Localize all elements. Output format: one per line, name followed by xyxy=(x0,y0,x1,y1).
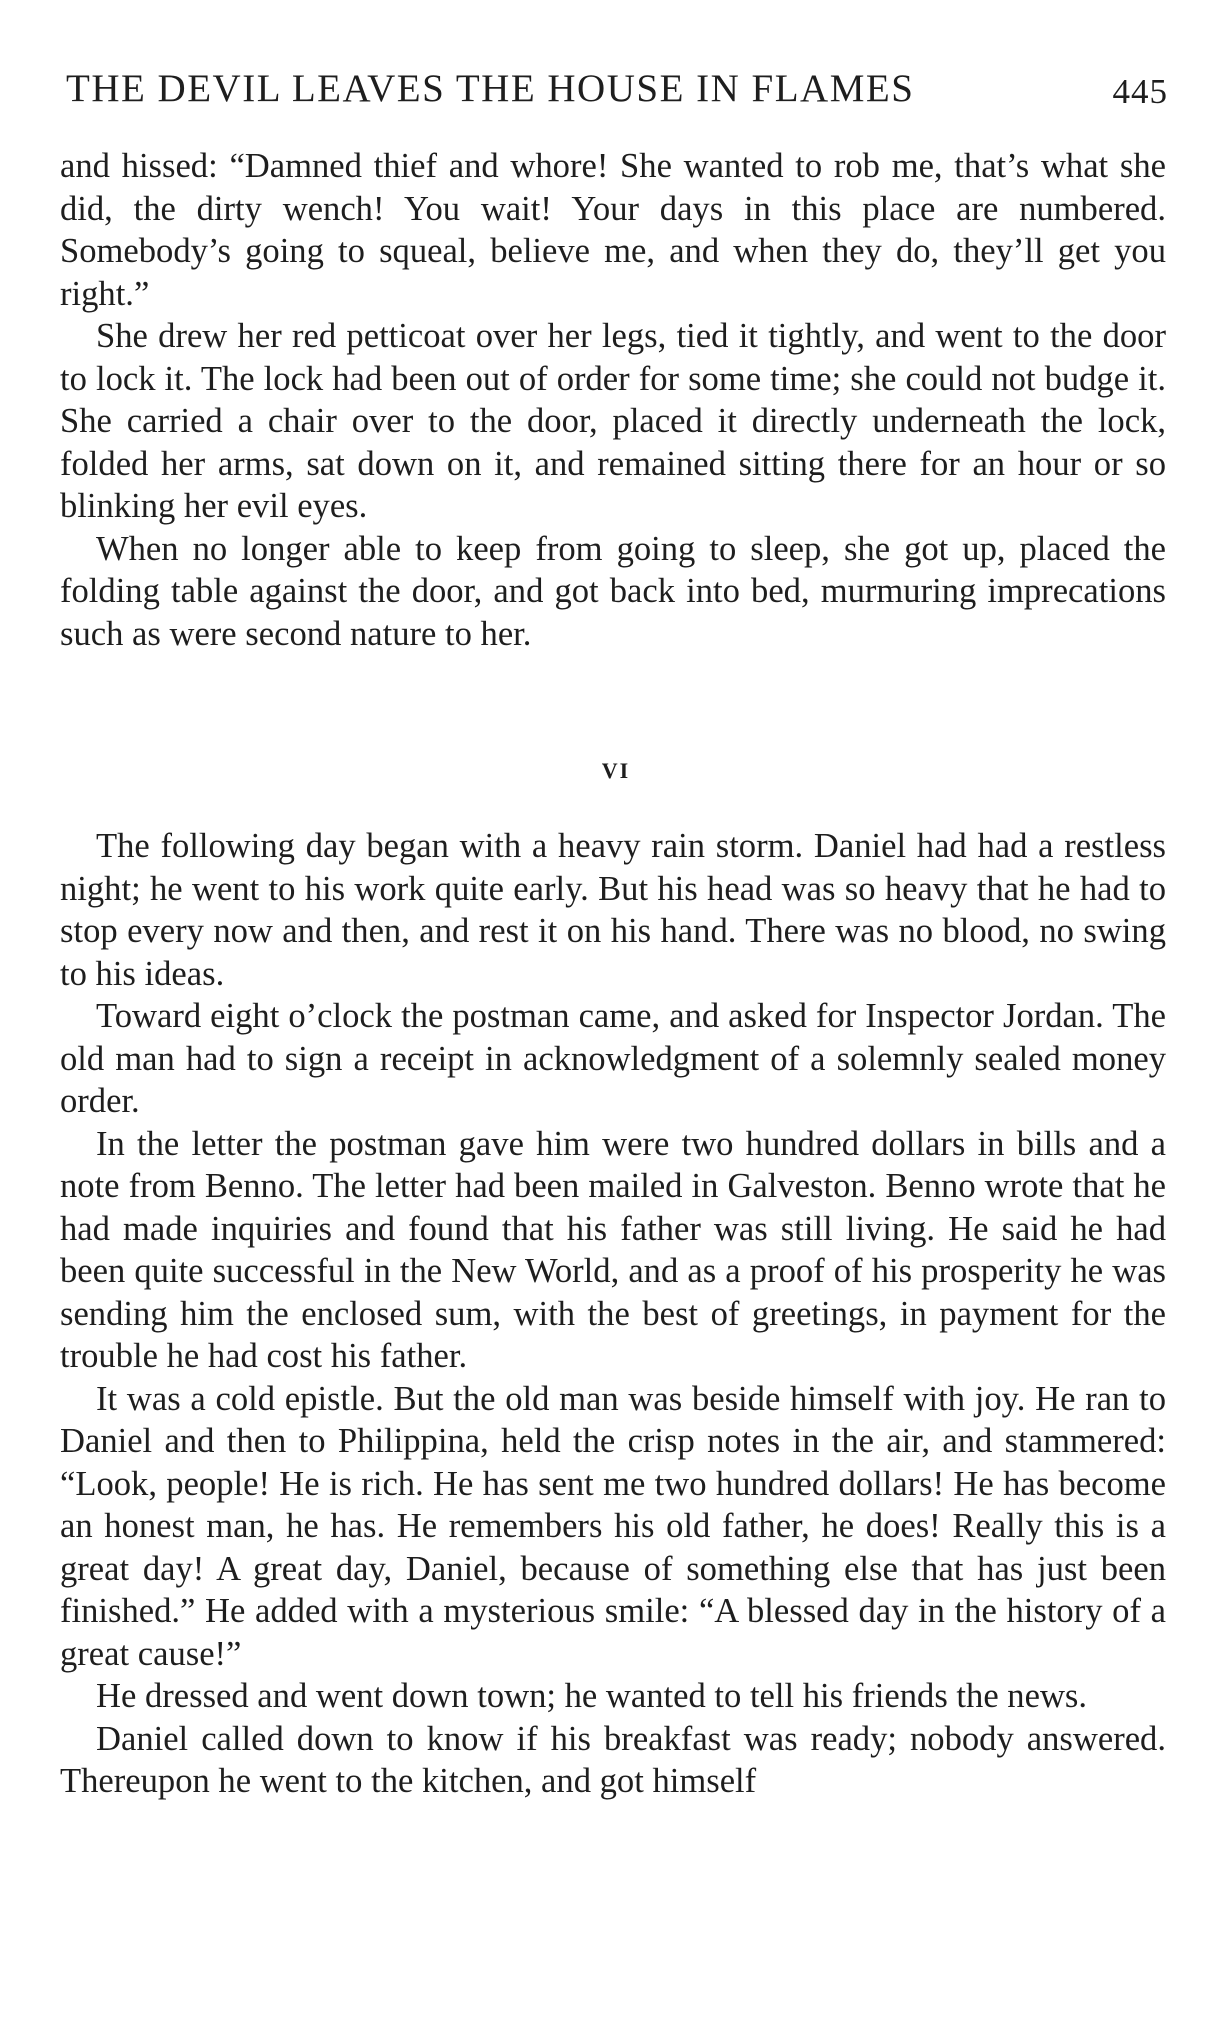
paragraph: Toward eight o’clock the postman came, and asked for Inspector Jordan. The old man had to sign a receipt in acknowledgment of a solemnly sealed money order. xyxy=(60,997,1166,1120)
paragraph: Daniel called down to know if his breakfast was ready; nobody answered. Thereupon he went to the kitchen, and got himself xyxy=(60,1719,1166,1800)
chapter-title: THE DEVIL LEAVES THE HOUSE IN FLAMES xyxy=(66,67,915,110)
paragraph: When no longer able to keep from going to sleep, she got up, placed the folding table against the door, and got back into bed, murmuring imprecations such as were second nature to her. xyxy=(60,529,1166,653)
paragraph: He dressed and went down town; he wanted to tell his friends the news. xyxy=(96,1677,1088,1715)
text-block-before-section xyxy=(60,145,1166,655)
text-block-after-section xyxy=(60,825,1166,1803)
paragraph: She drew her red petticoat over her legs, tied it tightly, and went to the door to lock it. The lock had been out of order for some time; she could not budge it. She carried a chair over to the door, placed it directly underneath the lock, folded her arms, sat down on it, and remained sitting there for an hour or so blinking her evil eyes. xyxy=(60,317,1166,525)
paragraph: and hissed: “Damned thief and whore! She wanted to rob me, that’s what she did, the dirty wench! You wait! Your days in this place are numbered. Somebody’s going to squeal, believe me, and when they do, they’ll get you right.” xyxy=(60,147,1166,313)
page-number: 445 xyxy=(1112,72,1168,111)
running-head xyxy=(66,66,1168,122)
section-number: VI xyxy=(601,758,631,783)
paragraph: The following day began with a heavy rain storm. Daniel had had a restless night; he went to his work quite early. But his head was so heavy that he had to stop every now and then, and rest it on his hand. There was no blood, no swing to his ideas. xyxy=(60,827,1166,993)
paragraph: In the letter the postman gave him were two hundred dollars in bills and a note from Benno. The letter had been mailed in Galveston. Benno wrote that he had made inquiries and found that his father was still living. He said he had been quite successful in the New World, and as a proof of his prosperity he was sending him the enclosed sum, with the best of greetings, in payment for the trouble he had cost his father. xyxy=(60,1124,1166,1375)
paragraph: It was a cold epistle. But the old man was beside himself with joy. He ran to Daniel and then to Philippina, held the crisp notes in the air, and stammered: “Look, people! He is rich. He has sent me two hundred dollars! He has become an honest man, he has. He remembers his old father, he does! Really this is a great day! A great day, Daniel, because of something else that has just been finished.” He added with a mysterious smile: “A blessed day in the history of a great cause!” xyxy=(60,1379,1166,1673)
